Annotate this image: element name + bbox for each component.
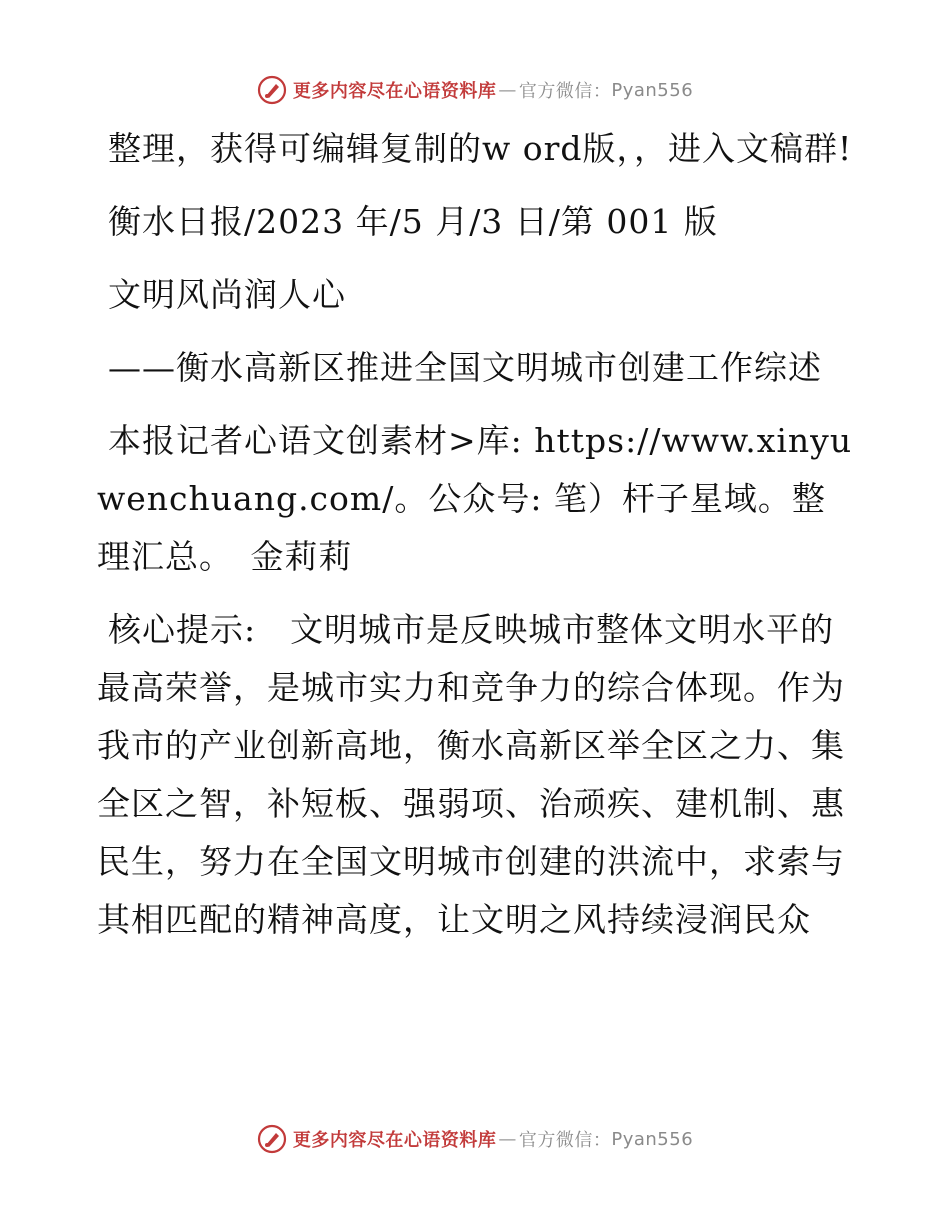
banner-brand-text: 更多内容尽在心语资料库 [292,1130,497,1151]
banner-wechat-label: 官方微信： [518,81,612,102]
article-subtitle: ——衡水高新区推进全国文明城市创建工作综述 [108,348,822,387]
document-body [97,120,857,964]
banner-separator: — [498,1128,517,1150]
paragraph-source: 衡水日报/2023 年/5 月/3 日/第 001 版 [108,202,718,241]
header-watermark [0,70,950,110]
banner-brand-text: 更多内容尽在心语资料库 [292,81,497,102]
banner-wechat-id: Pyan556 [611,79,694,101]
banner-wechat-label: 官方微信： [518,1130,612,1151]
pen-nib-icon [257,1124,287,1154]
article-title: 文明风尚润人心 [108,275,346,314]
paragraph-core-tip: 核心提示: 文明城市是反映城市整体文明水平的最高荣誉，是城市实力和竞争力的综合体现。作为我市的产业创新高地，衡水高新区举全区之力、集全区之智，补短板、强弱项、治顽疾、建机制、惠民生，努力在全国文明城市创建的洪流中，求索与其相匹配的精神高度，让文明之风持续浸润民众 [97,610,845,939]
pen-nib-icon [257,75,287,105]
paragraph-intro: 整理，获得可编辑复制的w ord版，，进入文稿群! [108,129,853,168]
paragraph-byline: 本报记者心语文创素材>库: https://www.xinyuwenchuang.com/。公众号: 笔）杆子星域。整理汇总。 金莉莉 [97,421,853,576]
banner-wechat-id: Pyan556 [611,1128,694,1150]
banner-separator: — [498,79,517,101]
footer-watermark [0,1119,950,1159]
